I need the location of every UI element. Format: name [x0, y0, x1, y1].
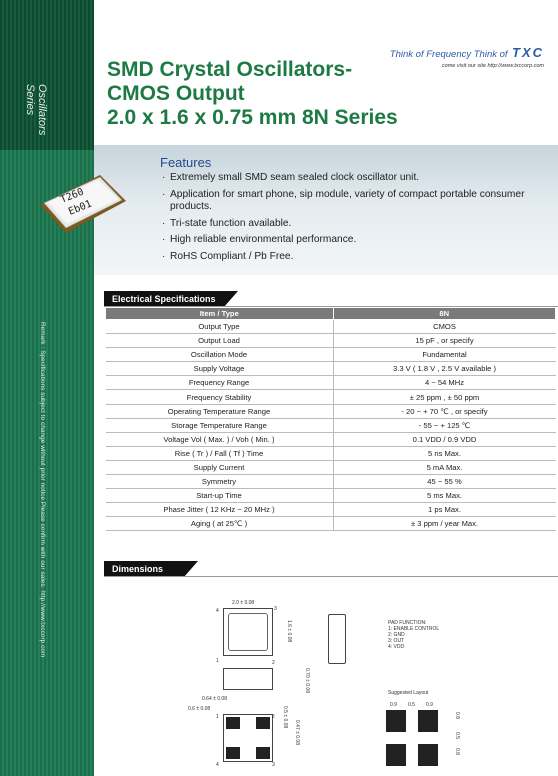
table-row: [106, 390, 556, 404]
spec-parameter: Start-up Time: [106, 489, 334, 503]
feature-item: · High reliable environmental performance.: [162, 234, 532, 247]
spec-parameter: Phase Jitter ( 12 KHz ~ 20 MHz ): [106, 503, 334, 517]
spec-value: - 55 ~ + 125 ℃: [333, 418, 556, 432]
spec-value: ± 25 ppm , ± 50 ppm: [333, 390, 556, 404]
suggested-pad: [386, 744, 406, 766]
spec-value: - 20 ~ + 70 ℃ , or specify: [333, 404, 556, 418]
dimension-drawing: [180, 596, 500, 776]
layout-dimension: 0.8: [454, 712, 460, 719]
electrical-table: [105, 307, 556, 531]
page-title: [107, 58, 398, 130]
table-row: [106, 376, 556, 390]
table-row: [106, 446, 556, 460]
pad-function-item: 3: OUT: [388, 638, 405, 644]
suggested-pad: [418, 710, 438, 732]
table-row: [106, 348, 556, 362]
layout-dimension: 0.5: [408, 702, 415, 708]
spec-value: ± 3 ppm / year Max.: [333, 517, 556, 531]
spec-value: 15 pF , or specify: [333, 334, 556, 348]
table-row: [106, 334, 556, 348]
spec-parameter: Output Load: [106, 334, 334, 348]
layout-dimension: 0.8: [454, 748, 460, 755]
suggested-pad: [386, 710, 406, 732]
pad: [226, 747, 240, 759]
spec-parameter: Supply Current: [106, 460, 334, 474]
bottom-view-outline: [223, 714, 273, 762]
pad-height-dimension: 0.5 ± 0.08: [282, 706, 288, 729]
title-line1: SMD Crystal Oscillators-: [107, 58, 353, 81]
spec-value: 0.1 VDD / 0.9 VDD: [333, 432, 556, 446]
top-view-outline: [223, 608, 273, 656]
spec-parameter: Storage Temperature Range: [106, 418, 334, 432]
spec-value: 5 ns Max.: [333, 446, 556, 460]
pad: [256, 717, 270, 729]
pad-height-dimension: 0.47 ± 0.08: [294, 720, 300, 745]
suggested-layout-title: Suggested Layout: [388, 690, 429, 696]
width-dimension: 2.0 ± 0.08: [232, 600, 255, 606]
top-view-lid: [228, 613, 268, 651]
pin-label: 4: [216, 762, 219, 768]
spec-value: 4 ~ 54 MHz: [333, 376, 556, 390]
table-row: [106, 404, 556, 418]
spec-value: 1 ps Max.: [333, 503, 556, 517]
pin-label: 2: [272, 714, 275, 720]
dimensions-divider: [104, 576, 558, 577]
title-line2: CMOS Output: [107, 82, 245, 105]
pin-label: 4: [216, 608, 219, 614]
table-row: [106, 517, 556, 531]
pad: [256, 747, 270, 759]
spec-value: 5 mA Max.: [333, 460, 556, 474]
table-row: [106, 503, 556, 517]
table-row: [106, 489, 556, 503]
suggested-pad: [418, 744, 438, 766]
brand-tagline: Think of Frequency Think of: [389, 49, 508, 60]
spec-value: 45 ~ 55 %: [333, 475, 556, 489]
brand-logo: TXC: [512, 45, 544, 60]
features-title: Features: [160, 155, 212, 170]
feature-item: · Application for smart phone, sip module, variety of compact portable consumer products.: [162, 189, 532, 214]
spec-value: 3.3 V ( 1.8 V , 2.5 V available ): [333, 362, 556, 376]
spec-parameter: Frequency Stability: [106, 390, 334, 404]
spec-parameter: Supply Voltage: [106, 362, 334, 376]
electrical-header: Electrical Specifications: [104, 291, 224, 307]
sidebar-remark: Remark : Specifications subject to change without prior notice.Please confirm with our sales. http://www.txccorp.com: [39, 322, 46, 658]
spec-value: CMOS: [333, 320, 556, 334]
spec-parameter: Frequency Range: [106, 376, 334, 390]
table-row: [106, 432, 556, 446]
layout-dimension: 0.9: [426, 702, 433, 708]
spec-value: 5 ms Max.: [333, 489, 556, 503]
feature-item: · Tri-state function available.: [162, 218, 532, 231]
feature-item: · RoHS Compliant / Pb Free.: [162, 251, 532, 264]
layout-dimension: 0.9: [390, 702, 397, 708]
pad-width-dimension: 0.64 ± 0.08: [202, 696, 227, 702]
series-line2: Series: [24, 84, 36, 116]
spec-parameter: Rise ( Tr ) / Fall ( Tf ) Time: [106, 446, 334, 460]
table-row: [106, 320, 556, 334]
series-line1: Oscillators: [36, 84, 48, 136]
spec-parameter: Symmetry: [106, 475, 334, 489]
col-item-type: Item / Type: [106, 308, 334, 320]
table-header-row: [106, 308, 556, 320]
pad-function-item: 4: VDD: [388, 644, 405, 650]
pin-label: 3: [272, 762, 275, 768]
feature-item: · Extremely small SMD seam sealed clock oscillator unit.: [162, 172, 532, 185]
brand: [390, 44, 544, 69]
side-view-outline: [328, 614, 346, 664]
title-line3: 2.0 x 1.6 x 0.75 mm 8N Series: [107, 106, 398, 129]
chip-marking-1: T260: [59, 186, 86, 206]
spec-parameter: Output Type: [106, 320, 334, 334]
pad-function-title: PAD FUNCTION:: [388, 620, 427, 626]
spec-parameter: Oscillation Mode: [106, 348, 334, 362]
pad-function-item: 1: ENABLE CONTROL: [388, 626, 440, 632]
series-label: [22, 84, 52, 144]
spec-parameter: Voltage Vol ( Max. ) / Voh ( Min. ): [106, 432, 334, 446]
spec-parameter: Operating Temperature Range: [106, 404, 334, 418]
pin-label: 2: [272, 660, 275, 666]
thickness-dimension: 0.70 ± 0.08: [304, 668, 310, 693]
dimensions-header: Dimensions: [104, 561, 184, 577]
features-list: [162, 172, 532, 268]
thickness-view-outline: [223, 668, 273, 690]
table-row: [106, 475, 556, 489]
chip-marking-2: Eb01: [67, 198, 94, 218]
spec-value: Fundamental: [333, 348, 556, 362]
pad-function-item: 2: GND: [388, 632, 405, 638]
brand-site: come visit our site http://www.txccorp.com: [441, 63, 544, 69]
layout-dimension: 0.5: [454, 732, 460, 739]
pin-label: 3: [274, 606, 277, 612]
col-8n: 8N: [333, 308, 556, 320]
pad-width-dimension: 0.6 ± 0.08: [188, 706, 211, 712]
spec-parameter: Aging ( at 25℃ ): [106, 517, 334, 531]
table-row: [106, 418, 556, 432]
crystal-chip-image: [40, 175, 126, 233]
pin-label: 1: [216, 714, 219, 720]
table-row: [106, 460, 556, 474]
table-row: [106, 362, 556, 376]
pin-label: 1: [216, 658, 219, 664]
pad: [226, 717, 240, 729]
height-dimension: 1.6 ± 0.08: [286, 620, 292, 643]
